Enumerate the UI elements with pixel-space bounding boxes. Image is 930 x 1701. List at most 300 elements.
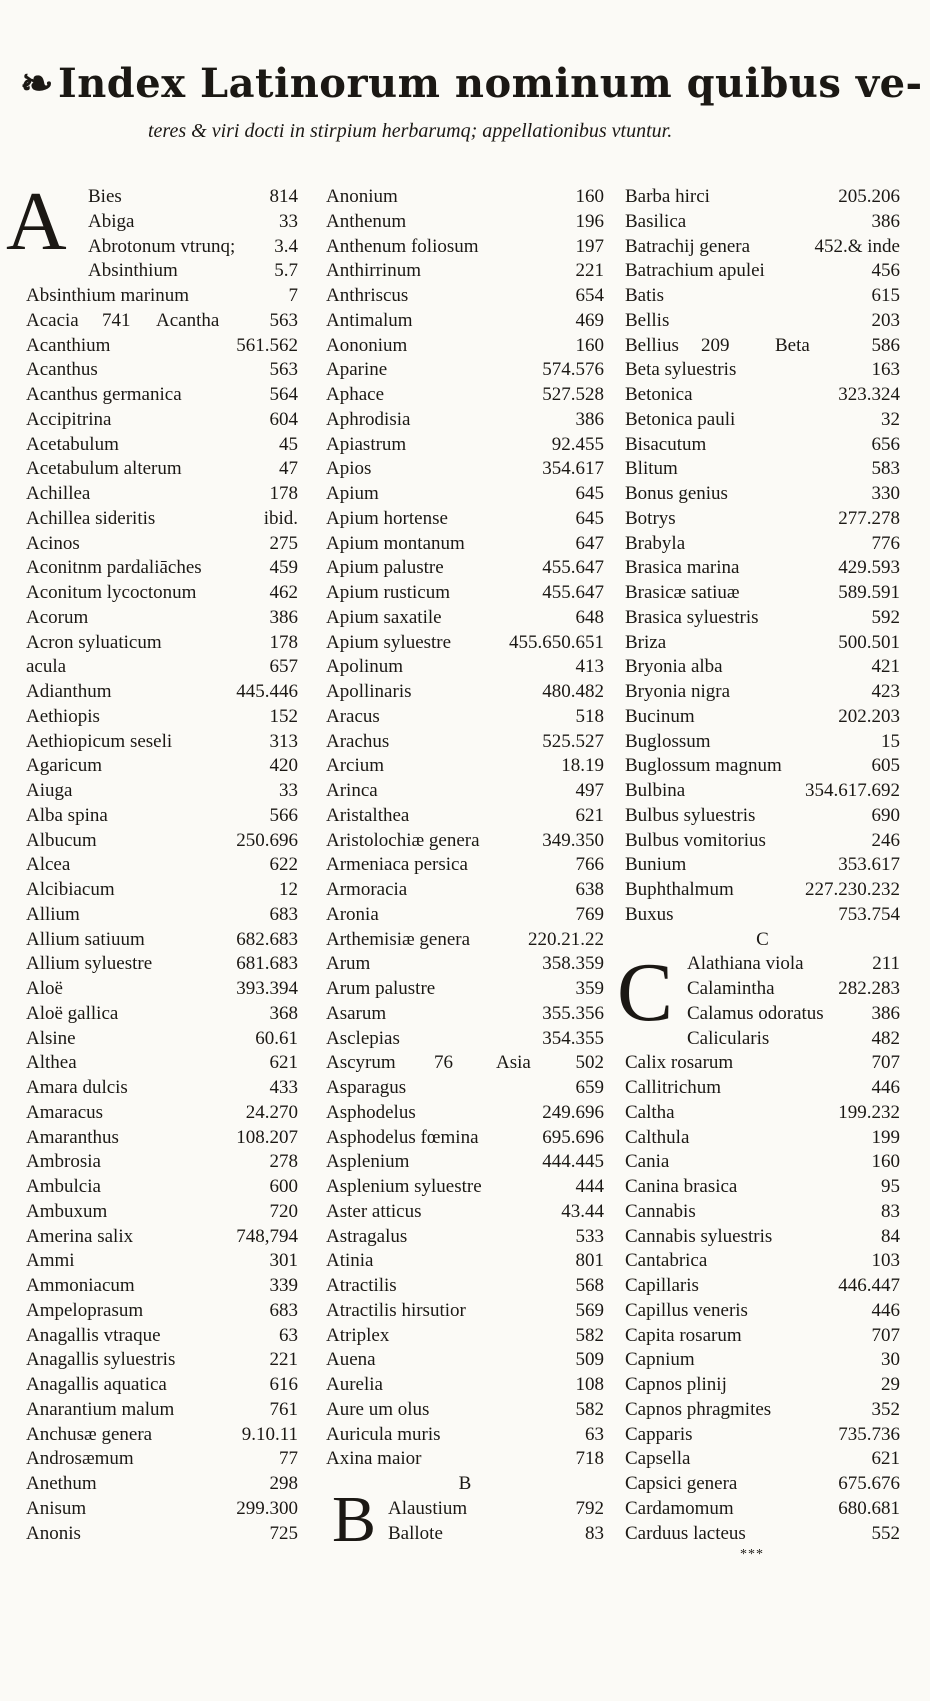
- entry-page: 657: [269, 656, 298, 678]
- index-entry: [625, 556, 900, 581]
- entry-page: 622: [269, 854, 298, 876]
- entry-term: Aphace: [326, 384, 385, 405]
- index-entry: [625, 309, 900, 334]
- entry-page: 386: [575, 408, 604, 430]
- index-entry: [26, 606, 298, 631]
- entry-page: 527.528: [542, 384, 604, 405]
- index-entry: [26, 1051, 298, 1076]
- entry-page: 420: [269, 755, 298, 777]
- index-entry: [625, 1200, 900, 1225]
- entry-page: 354.617.692: [805, 780, 900, 801]
- entry-term: Alcea: [26, 854, 71, 876]
- entry-page: 569: [575, 1299, 604, 1321]
- index-entry: [326, 1249, 604, 1274]
- index-entry: [625, 358, 900, 383]
- index-entry: [26, 284, 298, 309]
- entry-term: Caltha: [625, 1101, 675, 1123]
- entry-term: Cannabis syluestris: [625, 1225, 773, 1247]
- entry-term: Calamintha: [687, 978, 775, 999]
- entry-page: 741: [102, 309, 131, 331]
- index-entry: [326, 334, 604, 359]
- entry-term: Acinos: [26, 532, 80, 554]
- entry-term: Amaracus: [26, 1101, 104, 1123]
- entry-page: 355.356: [542, 1002, 604, 1024]
- entry-page: 604: [269, 408, 298, 430]
- entry-page: 682.683: [236, 928, 298, 950]
- entry-page: 616: [269, 1374, 298, 1395]
- entry-term: Bryonia nigra: [625, 681, 731, 702]
- entry-page: 298: [269, 1473, 298, 1494]
- entry-term: Amaranthus: [26, 1126, 119, 1148]
- entry-page: 707: [871, 1052, 900, 1074]
- entry-term: Cantabrica: [625, 1250, 708, 1272]
- entry-term: Acron syluaticum: [26, 631, 162, 653]
- index-entry: [625, 1472, 900, 1497]
- index-entry: [26, 185, 298, 210]
- entry-term: Ammi: [26, 1250, 75, 1272]
- index-entry: [326, 1150, 604, 1175]
- index-entry: [326, 1522, 604, 1547]
- index-entry: [326, 1126, 604, 1151]
- entry-page: 5.7: [274, 260, 298, 282]
- entry-term: Apium hortense: [326, 507, 448, 529]
- entry-term: Abrotonum vtrunq;: [88, 235, 236, 257]
- entry-page: 63: [585, 1423, 604, 1445]
- index-entry: [326, 383, 604, 408]
- index-entry: [625, 952, 900, 977]
- index-entry: [326, 1076, 604, 1101]
- index-entry: [26, 1076, 298, 1101]
- index-entry: [326, 631, 604, 656]
- entry-page: 600: [269, 1176, 298, 1197]
- entry-term: Anthenum: [326, 210, 407, 232]
- index-entry: [26, 1398, 298, 1423]
- entry-term: Amerina salix: [26, 1225, 134, 1247]
- entry-term: Batrachij genera: [625, 235, 751, 257]
- index-entry: [625, 680, 900, 705]
- entry-term: Anagallis aquatica: [26, 1374, 167, 1395]
- entry-page: 707: [871, 1324, 900, 1346]
- entry-page: 656: [871, 433, 900, 455]
- entry-page: 299.300: [236, 1497, 298, 1519]
- index-entry: [625, 804, 900, 829]
- index-entry: [625, 259, 900, 284]
- index-entry: [326, 284, 604, 309]
- index-entry: [625, 655, 900, 680]
- index-entry: [326, 1274, 604, 1299]
- entry-page: 680.681: [838, 1497, 900, 1519]
- index-entry: [625, 284, 900, 309]
- entry-page: 681.683: [236, 953, 298, 975]
- index-entry: [26, 977, 298, 1002]
- index-entry: [26, 705, 298, 730]
- index-entry: [326, 680, 604, 705]
- entry-term: Amara dulcis: [26, 1077, 128, 1098]
- entry-page: 462: [269, 582, 298, 603]
- index-entry: [625, 631, 900, 656]
- index-entry: [26, 631, 298, 656]
- entry-term: Ambrosia: [26, 1151, 101, 1173]
- index-entry: [326, 1225, 604, 1250]
- index-entry: [26, 532, 298, 557]
- entry-term: Althea: [26, 1052, 77, 1074]
- entry-term: Armoracia: [326, 879, 408, 900]
- entry-page: 163: [871, 359, 900, 381]
- entry-term: Acanthus germanica: [26, 384, 182, 405]
- entry-term: Cardamomum: [625, 1497, 734, 1519]
- entry-page: 84: [881, 1225, 900, 1247]
- entry-page: 323.324: [838, 384, 900, 405]
- entry-page: 413: [575, 656, 604, 678]
- entry-term: Allium: [26, 903, 80, 925]
- index-entry: [26, 556, 298, 581]
- entry-page: 753.754: [838, 903, 900, 925]
- entry-page: 18.19: [561, 755, 604, 777]
- index-entry: [26, 1373, 298, 1398]
- index-entry: [625, 1076, 900, 1101]
- entry-page: 444.445: [542, 1151, 604, 1173]
- entry-term: Capnos phragmites: [625, 1398, 772, 1420]
- entry-page: 354.355: [542, 1027, 604, 1049]
- index-entry: [26, 581, 298, 606]
- entry-page: 353.617: [838, 854, 900, 876]
- entry-page: 209: [701, 334, 730, 356]
- index-entry: [625, 878, 900, 903]
- entry-page: 582: [575, 1398, 604, 1420]
- entry-page: 552: [871, 1522, 900, 1544]
- index-entry: [625, 1348, 900, 1373]
- entry-term: Arthemisiæ genera: [326, 928, 471, 950]
- index-entry: [326, 754, 604, 779]
- entry-page: 592: [871, 606, 900, 628]
- entry-term: Aster atticus: [326, 1200, 422, 1222]
- index-entry: [26, 680, 298, 705]
- entry-term: Atractilis: [326, 1275, 397, 1296]
- entry-term: Apium rusticum: [326, 582, 451, 603]
- entry-term: Ambuxum: [26, 1200, 108, 1222]
- entry-page: 582: [575, 1324, 604, 1346]
- index-entry: [326, 556, 604, 581]
- entry-term: Cania: [625, 1151, 670, 1173]
- entry-page: 568: [575, 1275, 604, 1296]
- entry-term: Accipitrina: [26, 408, 112, 430]
- entry-page: 563: [269, 359, 298, 381]
- entry-term: Apium palustre: [326, 557, 444, 579]
- entry-page: 282.283: [838, 978, 900, 999]
- index-entry: [625, 779, 900, 804]
- index-entry: [26, 383, 298, 408]
- entry-page: 647: [575, 532, 604, 554]
- entry-page: 455.647: [542, 557, 604, 579]
- entry-page: 275: [269, 532, 298, 554]
- entry-term: Bellius: [625, 334, 679, 356]
- entry-page: 761: [269, 1398, 298, 1420]
- entry-page: 683: [269, 1299, 298, 1321]
- entry-term: Calthula: [625, 1126, 690, 1148]
- entry-page: 30: [881, 1349, 900, 1371]
- index-entry: [326, 408, 604, 433]
- index-entry: [26, 1027, 298, 1052]
- entry-page: 199.232: [838, 1101, 900, 1123]
- section-letter: C: [756, 928, 769, 950]
- entry-page: 497: [575, 780, 604, 801]
- entry-page: 638: [575, 879, 604, 900]
- entry-page: 648: [575, 606, 604, 628]
- index-entry: [326, 1175, 604, 1200]
- index-entry: [26, 210, 298, 235]
- entry-term: Aconitnm pardaliāches: [26, 557, 202, 579]
- entry-term: Alsine: [26, 1027, 76, 1049]
- entry-page: 152: [269, 705, 298, 727]
- index-entry: [26, 433, 298, 458]
- entry-page: 203: [871, 309, 900, 331]
- entry-page: 277.278: [838, 507, 900, 529]
- index-entry: [326, 457, 604, 482]
- index-subtitle: teres & viri docti in stirpium herbarumq; appellationibus vtuntur.: [148, 120, 673, 142]
- entry-page: 564: [269, 384, 298, 405]
- entry-term: Aloë gallica: [26, 1002, 119, 1024]
- entry-page: 469: [575, 309, 604, 331]
- index-entry: [326, 1051, 604, 1076]
- index-entry: [26, 358, 298, 383]
- index-entry: [625, 1051, 900, 1076]
- entry-page: 509: [575, 1349, 604, 1371]
- entry-term: Atractilis hirsutior: [326, 1299, 466, 1321]
- entry-term: Anisum: [26, 1497, 87, 1519]
- entry-page: ibid.: [263, 507, 298, 529]
- entry-term: Aononium: [326, 334, 408, 356]
- entry-term: Astragalus: [326, 1225, 408, 1247]
- entry-term: Bulbus syluestris: [625, 804, 756, 826]
- index-entry: [326, 259, 604, 284]
- section-letter: B: [458, 1473, 472, 1494]
- entry-page: 654: [575, 285, 604, 306]
- entry-page: 446: [871, 1077, 900, 1098]
- entry-term: Anthriscus: [326, 285, 409, 306]
- entry-page: 776: [871, 532, 900, 554]
- entry-term: Acanthus: [26, 359, 98, 381]
- index-entry: [625, 1423, 900, 1448]
- entry-term: Absinthium: [88, 260, 178, 282]
- entry-term: Basilica: [625, 210, 687, 232]
- entry-term: Bies: [88, 186, 122, 207]
- index-entry: [26, 878, 298, 903]
- index-entry: [326, 235, 604, 260]
- entry-page: 769: [575, 903, 604, 925]
- entry-page: 249.696: [542, 1101, 604, 1123]
- entry-term: Adianthum: [26, 681, 112, 702]
- entry-page: 429.593: [838, 557, 900, 579]
- entry-term: Aure um olus: [326, 1398, 430, 1420]
- initial-c: C: [617, 946, 674, 1039]
- entry-term: Absinthium marinum: [26, 285, 190, 306]
- entry-page: 801: [575, 1250, 604, 1272]
- index-entry: [625, 210, 900, 235]
- entry-term: Bryonia alba: [625, 656, 723, 678]
- entry-page: 45: [279, 433, 298, 455]
- entry-term: Apium montanum: [326, 532, 465, 554]
- index-entry: [625, 334, 900, 359]
- entry-term: Allium satiuum: [26, 928, 145, 950]
- entry-page: 278: [269, 1151, 298, 1173]
- index-entry: [26, 903, 298, 928]
- entry-term: Bulbina: [625, 780, 686, 801]
- index-entry: [625, 754, 900, 779]
- entry-term: Aethiopicum seseli: [26, 730, 173, 752]
- entry-page: 659: [575, 1077, 604, 1098]
- index-entry: [625, 1324, 900, 1349]
- entry-term: Apollinaris: [326, 681, 412, 702]
- entry-page: 3.4: [274, 235, 298, 257]
- index-entry: [625, 1249, 900, 1274]
- index-column-1: [26, 185, 298, 1546]
- index-entry: [326, 1027, 604, 1052]
- entry-page: 368: [269, 1002, 298, 1024]
- entry-term: Capparis: [625, 1423, 693, 1445]
- index-entry: [625, 1398, 900, 1423]
- entry-term: Carduus lacteus: [625, 1522, 746, 1544]
- entry-page: 482: [871, 1027, 900, 1049]
- index-entry: [625, 532, 900, 557]
- index-entry: [26, 1423, 298, 1448]
- index-entry: [26, 1274, 298, 1299]
- fleuron-icon: ❧: [20, 60, 55, 107]
- entry-page: 358.359: [542, 953, 604, 975]
- entry-page: 683: [269, 903, 298, 925]
- index-entry: [26, 259, 298, 284]
- entry-term: Betonica pauli: [625, 408, 736, 430]
- index-column-3: [625, 185, 900, 1546]
- index-entry: [326, 705, 604, 730]
- entry-term: Capita rosarum: [625, 1324, 742, 1346]
- entry-page: 583: [871, 458, 900, 480]
- entry-term: Brasica marina: [625, 557, 740, 579]
- entry-term: Arinca: [326, 780, 378, 801]
- index-entry: [625, 482, 900, 507]
- entry-term: Anthirrinum: [326, 260, 421, 282]
- entry-term: Aurelia: [326, 1374, 383, 1395]
- entry-page: 574.576: [542, 359, 604, 381]
- entry-term: Calamus odoratus: [687, 1002, 824, 1024]
- entry-term: Anagallis syluestris: [26, 1349, 176, 1371]
- index-entry: [326, 1324, 604, 1349]
- index-entry: [26, 1472, 298, 1497]
- entry-page: 621: [871, 1448, 900, 1470]
- index-entry: [326, 1348, 604, 1373]
- entry-page: 178: [269, 483, 298, 504]
- index-entry: [326, 655, 604, 680]
- index-entry: [326, 433, 604, 458]
- entry-term: Beta: [775, 334, 810, 356]
- entry-page: 586: [871, 334, 900, 356]
- entry-page: 32: [881, 408, 900, 430]
- entry-page: 563: [269, 309, 298, 331]
- entry-term: Asia: [496, 1052, 531, 1074]
- index-entry: [326, 1423, 604, 1448]
- index-entry: [26, 1175, 298, 1200]
- entry-term: Brabyla: [625, 532, 686, 554]
- index-entry: [26, 1150, 298, 1175]
- entry-term: Beta syluestris: [625, 359, 737, 381]
- entry-term: Ammoniacum: [26, 1275, 135, 1296]
- entry-page: 24.270: [245, 1101, 298, 1123]
- entry-page: 533: [575, 1225, 604, 1247]
- entry-term: Brasica syluestris: [625, 606, 759, 628]
- index-entry: [26, 1249, 298, 1274]
- entry-term: Aristalthea: [326, 804, 410, 826]
- entry-page: 12: [279, 879, 298, 900]
- entry-term: Aconitum lycoctonum: [26, 582, 197, 603]
- index-entry: [326, 1373, 604, 1398]
- entry-page: 246: [871, 829, 900, 851]
- entry-term: Anagallis vtraque: [26, 1324, 161, 1346]
- entry-page: 33: [279, 780, 298, 801]
- index-entry: [625, 1126, 900, 1151]
- index-entry: [26, 1126, 298, 1151]
- index-entry: [326, 482, 604, 507]
- index-entry: [26, 928, 298, 953]
- entry-term: Aiuga: [26, 780, 73, 801]
- entry-term: Aristolochiæ genera: [326, 829, 480, 851]
- entry-page: 445.446: [236, 681, 298, 702]
- entry-term: Botrys: [625, 507, 676, 529]
- index-entry: [26, 1348, 298, 1373]
- entry-term: Alba spina: [26, 804, 108, 826]
- entry-page: 561.562: [236, 334, 298, 356]
- entry-page: 725: [269, 1522, 298, 1544]
- entry-page: 386: [871, 1002, 900, 1024]
- entry-term: Asphodelus fœmina: [326, 1126, 479, 1148]
- index-entry: [326, 1497, 604, 1522]
- index-entry: [625, 457, 900, 482]
- entry-term: Bunium: [625, 854, 687, 876]
- index-entry: [26, 334, 298, 359]
- index-entry: [625, 1447, 900, 1472]
- entry-page: 621: [575, 804, 604, 826]
- index-entry: [625, 1175, 900, 1200]
- index-entry: [625, 507, 900, 532]
- entry-term: Bonus genius: [625, 483, 728, 504]
- entry-term: Calix rosarum: [625, 1052, 734, 1074]
- entry-term: Ascyrum: [326, 1052, 396, 1074]
- title-text: Index Latinorum nominum quibus ve-: [58, 60, 923, 107]
- entry-page: 92.455: [551, 433, 604, 455]
- entry-term: Cannabis: [625, 1200, 696, 1222]
- index-entry: [26, 730, 298, 755]
- index-entry: [326, 804, 604, 829]
- entry-page: 160: [575, 334, 604, 356]
- section-heading: [625, 928, 900, 953]
- entry-page: 83: [585, 1522, 604, 1544]
- entry-term: Achillea sideritis: [26, 507, 156, 529]
- entry-page: 615: [871, 285, 900, 306]
- index-entry: [326, 977, 604, 1002]
- index-entry: [625, 606, 900, 631]
- entry-term: Atriplex: [326, 1324, 390, 1346]
- entry-term: Achillea: [26, 483, 91, 504]
- index-entry: [26, 457, 298, 482]
- entry-page: 748,794: [236, 1225, 298, 1247]
- index-entry: [625, 829, 900, 854]
- entry-term: Ambulcia: [26, 1176, 101, 1197]
- entry-page: 433: [269, 1077, 298, 1098]
- entry-term: Capsella: [625, 1448, 691, 1470]
- index-entry: [625, 581, 900, 606]
- entry-page: 160: [871, 1151, 900, 1173]
- entry-page: 77: [279, 1448, 298, 1470]
- index-entry: [326, 878, 604, 903]
- entry-page: 205.206: [838, 186, 900, 207]
